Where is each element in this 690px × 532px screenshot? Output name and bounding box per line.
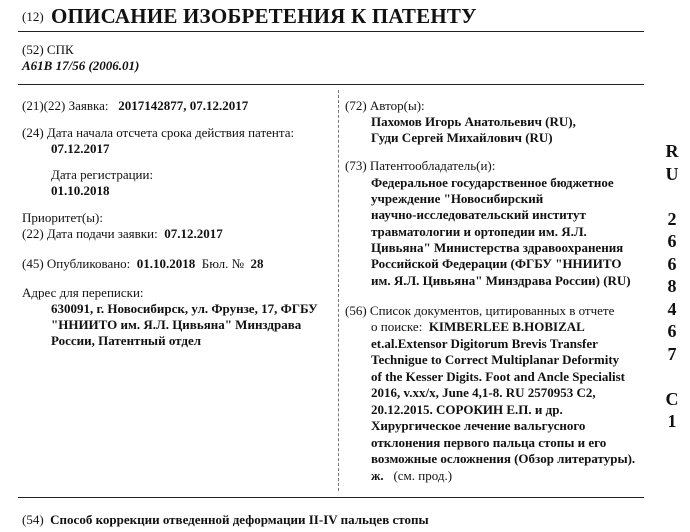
citation-line: 20.12.2015. СОРОКИН Е.П. и др. <box>371 402 563 417</box>
citation-continued: (см. прод.) <box>393 468 453 483</box>
spk-label: СПК <box>46 42 74 57</box>
patent-number-char: 6 <box>667 231 677 251</box>
patent-number-char <box>662 185 682 208</box>
invention-title-field <box>22 512 429 528</box>
bottom-divider <box>18 497 644 498</box>
patent-number-char: 6 <box>667 321 677 341</box>
citation-first-author: KIMBERLEE B.HOBIZAL <box>428 319 585 334</box>
published-label: Опубликовано: <box>46 256 131 271</box>
patent-number-char: 4 <box>667 298 677 319</box>
patent-number-char: 1 <box>667 411 677 431</box>
holder-line: научно-исследовательский институт <box>371 207 586 222</box>
term-start-value: 07.12.2017 <box>51 141 110 156</box>
patent-number-char: C <box>665 388 679 409</box>
citation-line: 2016, v.xx/x, June 4,1-8. RU 2570953 C2, <box>371 385 596 400</box>
citation-last-line <box>371 468 452 484</box>
holder-line: им. Я.Л. Цивьяна" Минздрава России) (RU) <box>371 273 631 288</box>
priority-label: Приоритет(ы): <box>22 210 103 225</box>
citation-line: Technigue to Correct Multiplanar Deformity <box>371 352 620 367</box>
document-title: ОПИСАНИЕ ИЗОБРЕТЕНИЯ К ПАТЕНТУ <box>51 4 477 28</box>
application-field <box>22 98 248 114</box>
term-start-label: Дата начала отсчета срока действия патента: <box>46 125 295 140</box>
priority-field <box>22 226 223 242</box>
spk-divider <box>18 84 644 85</box>
published-code: (45) <box>22 256 44 271</box>
registration-value: 01.10.2018 <box>51 183 110 198</box>
bulletin-label: Бюл. № <box>201 256 245 271</box>
holder-line: травматологии и ортопедии им. Я.Л. <box>371 224 587 239</box>
spk-code: (52) <box>22 42 44 57</box>
citation-line: Хирургическое лечение вальгусного <box>371 418 586 433</box>
bulletin-number: 28 <box>250 256 264 271</box>
spk-block <box>22 42 74 58</box>
patent-number-char <box>662 365 682 388</box>
address-line: 630091, г. Новосибирск, ул. Фрунзе, 17, ФГБУ <box>51 301 318 316</box>
patent-number-char: 8 <box>667 276 677 296</box>
patent-number-char: U <box>665 163 679 184</box>
term-start-code: (24) <box>22 125 44 140</box>
published-field <box>22 256 264 272</box>
citations-first-line <box>371 319 585 335</box>
priority-value: 07.12.2017 <box>164 226 223 241</box>
citations-code: (56) <box>345 303 367 318</box>
citation-line: отклонения первого пальца стопы и его <box>371 435 607 450</box>
spk-value: A61B 17/56 (2006.01) <box>22 58 140 73</box>
citation-last-bold: ж. <box>371 468 384 483</box>
holder-line: Цивьяна" Министерства здравоохранения <box>371 240 624 255</box>
patent-number-char: 6 <box>667 253 677 274</box>
holder-line: Федеральное государственное бюджетное <box>371 175 614 190</box>
header-divider <box>18 31 644 32</box>
invention-title: Способ коррекции отведенной деформации II-IV пальцев стопы <box>50 512 429 527</box>
application-value: 2017142877, 07.12.2017 <box>118 98 249 113</box>
patent-number-char: R <box>665 141 679 161</box>
patent-number-vertical <box>662 140 682 433</box>
address-line: "ННИИТО им. Я.Л. Цивьяна" Минздрава <box>51 317 302 332</box>
citation-line: возможные осложнения (Обзор литературы). <box>371 451 636 466</box>
authors-field <box>345 98 425 114</box>
author-line: Гуди Сергей Михайлович (RU) <box>371 130 553 145</box>
citations-field <box>345 303 614 319</box>
citations-label: Список документов, цитированных в отчете <box>369 303 615 318</box>
priority-code: (22) <box>22 226 44 241</box>
patent-number-char: 2 <box>667 208 677 229</box>
author-line: Пахомов Игорь Анатольевич (RU), <box>371 114 576 129</box>
citation-line: of the Kesser Digits. Foot and Ancle Specialist <box>371 369 625 384</box>
registration-label: Дата регистрации: <box>51 167 154 182</box>
holder-line: Российской Федерации (ФГБУ "ННИИТО <box>371 256 622 271</box>
priority-sub-label: Дата подачи заявки: <box>46 226 158 241</box>
application-label: Заявка: <box>68 98 109 113</box>
application-code: (21)(22) <box>22 98 66 113</box>
column-divider <box>338 90 339 491</box>
address-label: Адрес для переписки: <box>22 285 144 300</box>
holder-line: учреждение "Новосибирский <box>371 191 544 206</box>
authors-code: (72) <box>345 98 367 113</box>
address-line: России, Патентный отдел <box>51 333 202 348</box>
citations-label-cont: о поиске: <box>371 319 423 334</box>
authors-label: Автор(ы): <box>369 98 425 113</box>
patent-number-char: 7 <box>667 343 677 364</box>
holder-field <box>345 158 495 174</box>
title-code: (12) <box>22 9 44 24</box>
holder-label: Патентообладатель(и): <box>369 158 496 173</box>
citation-line: et.al.Extensor Digitorum Brevis Transfer <box>371 336 598 351</box>
published-date: 01.10.2018 <box>136 256 196 271</box>
holder-code: (73) <box>345 158 367 173</box>
term-start-field <box>22 125 294 141</box>
invention-title-code: (54) <box>22 512 44 527</box>
